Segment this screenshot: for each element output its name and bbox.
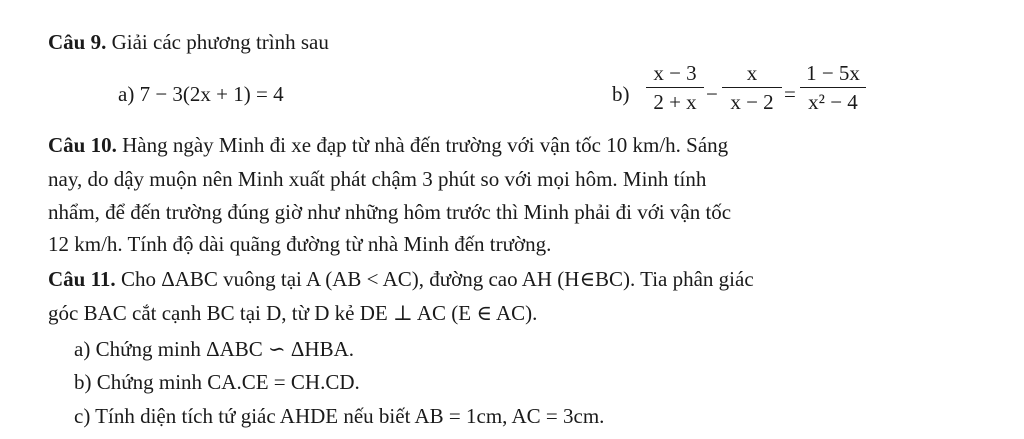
q9-b-frac3-denominator: x² − 4	[808, 90, 858, 114]
q11-part-c: c) Tính diện tích tứ giác AHDE nếu biết AB = 1cm, AC = 3cm.	[74, 404, 605, 428]
q10-line-2: nay, do dậy muộn nên Minh xuất phát chậm 3 phút so với mọi hôm. Minh tính	[48, 167, 707, 191]
fraction-bar	[800, 87, 866, 88]
q11-line-1	[48, 267, 754, 291]
q9-b-fraction-3	[800, 61, 866, 114]
q11-line-2: góc BAC cắt cạnh BC tại D, từ D kẻ DE ⊥ AC (E ∈ AC).	[48, 301, 538, 325]
q9-b-frac2-denominator: x − 2	[730, 90, 774, 114]
q9-heading	[48, 30, 329, 54]
q10-label: Câu 10.	[48, 133, 117, 157]
q9-a-label: a)	[118, 82, 135, 106]
q9-b-frac3-numerator: 1 − 5x	[806, 61, 860, 85]
fraction-bar	[646, 87, 704, 88]
q10-line-1	[48, 133, 728, 157]
q9-b-fraction-2	[722, 61, 782, 114]
q11-label: Câu 11.	[48, 267, 116, 291]
fraction-bar	[722, 87, 782, 88]
q9-label: Câu 9.	[48, 30, 107, 54]
q11-part-a: a) Chứng minh ΔABC ∽ ΔHBA.	[74, 337, 354, 361]
q9-b-frac1-denominator: 2 + x	[653, 90, 697, 114]
q9-b-label: b)	[612, 82, 630, 106]
q9-text: Giải các phương trình sau	[111, 30, 329, 54]
q9-part-a	[118, 82, 284, 106]
q11-text-1: Cho ΔABC vuông tại A (AB < AC), đường cao AH (H∈BC). Tia phân giác	[120, 267, 754, 291]
q9-b-frac1-numerator: x − 3	[653, 61, 697, 85]
q11-part-b: b) Chứng minh CA.CE = CH.CD.	[74, 370, 360, 394]
q10-line-3: nhẩm, để đến trường đúng giờ như những hôm trước thì Minh phải đi với vận tốc	[48, 200, 732, 224]
q9-b-minus: −	[706, 82, 718, 106]
q9-b-frac2-numerator: x	[746, 61, 758, 85]
q10-text-1: Hàng ngày Minh đi xe đạp từ nhà đến trường với vận tốc 10 km/h. Sáng	[122, 133, 729, 157]
q10-line-4: 12 km/h. Tính độ dài quãng đường từ nhà Minh đến trường.	[48, 232, 552, 256]
q9-b-equals: =	[784, 82, 796, 106]
q9-b-fraction-1	[646, 61, 704, 114]
q9-a-equation: 7 − 3(2x + 1) = 4	[139, 82, 284, 106]
